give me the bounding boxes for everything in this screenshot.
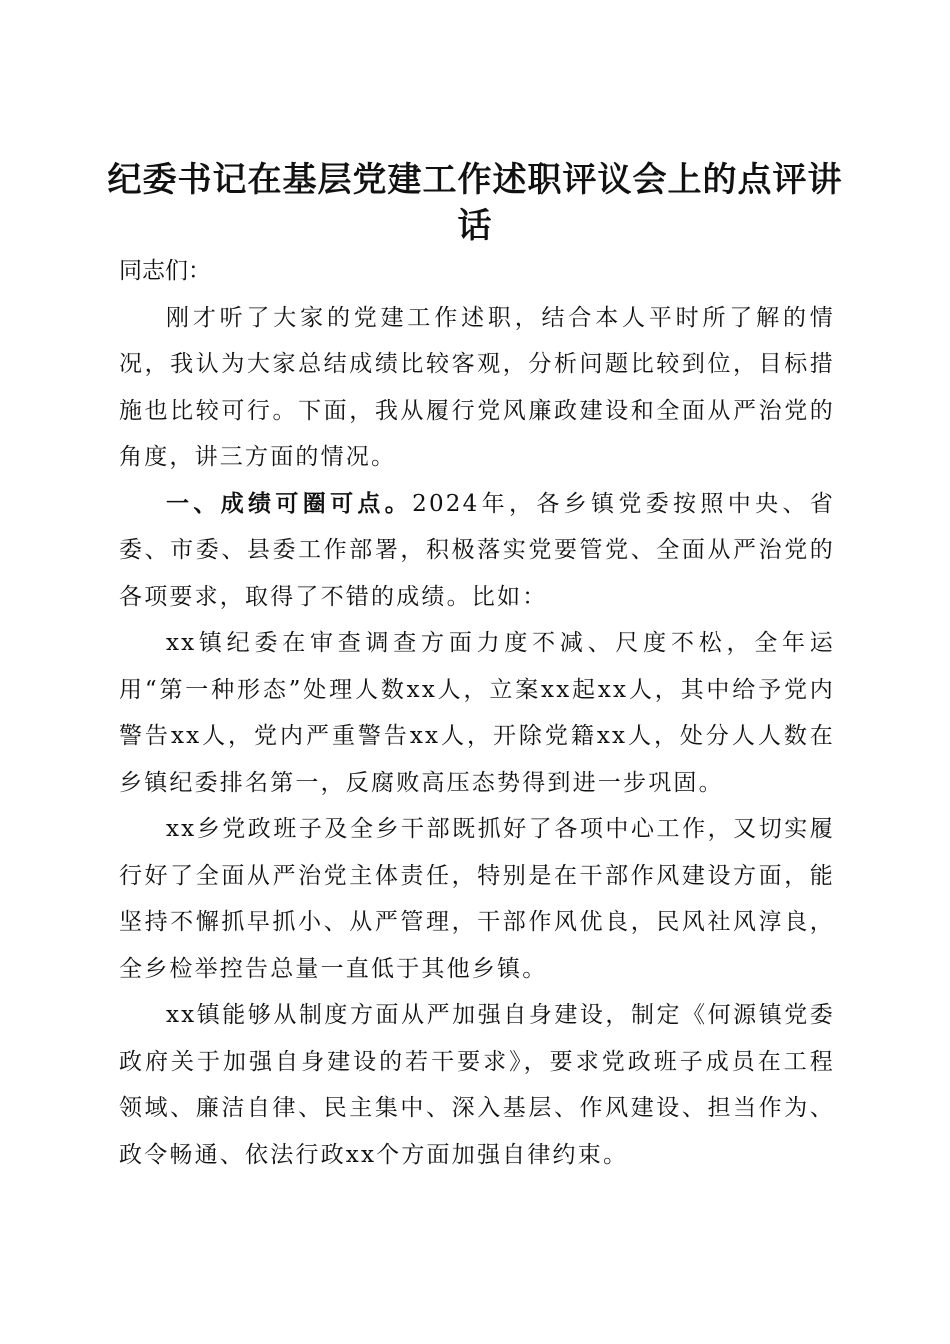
paragraph-text: 刚才听了大家的党建工作述职，结合本人平时所了解的情况，我认为大家总结成绩比较客观，分析问题比较到位，目标措施也比较可行。下面，我从履行党风廉政建设和全面从严治党的角度，讲三方面的情况。 [119,304,835,470]
paragraph-example-township [119,806,835,992]
paragraph-section-one [119,481,835,621]
paragraph-text: xx镇能够从制度方面从严加强自身建设，制定《何源镇党委政府关于加强自身建设的若干要求》，要求党政班子成员在工程领域、廉洁自律、民主集中、深入基层、作风建设、担当作为、政令畅通、依法行政xx个方面加强自律约束。 [119,1002,835,1168]
section-heading: 一、成绩可圈可点。 [166,489,413,517]
paragraph-example-discipline [119,620,835,806]
paragraph-text: 2024年，各乡镇党委按照中央、省委、市委、县委工作部署，积极落实党要管党、全面从严治党的各项要求，取得了不错的成绩。比如： [119,490,835,610]
paragraph-example-system [119,992,835,1178]
paragraph-text: xx乡党政班子及全乡干部既抓好了各项中心工作，又切实履行好了全面从严治党主体责任，特别是在干部作风建设方面，能坚持不懈抓早抓小、从严管理，干部作风优良，民风社风淳良，全乡检举控告总量一直低于其他乡镇。 [119,816,835,982]
salutation: 同志们： [119,258,211,284]
document-title: 纪委书记在基层党建工作述职评议会上的点评讲话 [107,159,843,246]
document-body [119,248,835,1178]
paragraph-intro [119,295,835,481]
paragraph-text: xx镇纪委在审查调查方面力度不减、尺度不松，全年运用“第一种形态”处理人数xx人，立案xx起xx人，其中给予党内警告xx人，党内严重警告xx人，开除党籍xx人，处分人人数在乡镇纪委排名第一，反腐败高压态势得到进一步巩固。 [119,630,835,796]
